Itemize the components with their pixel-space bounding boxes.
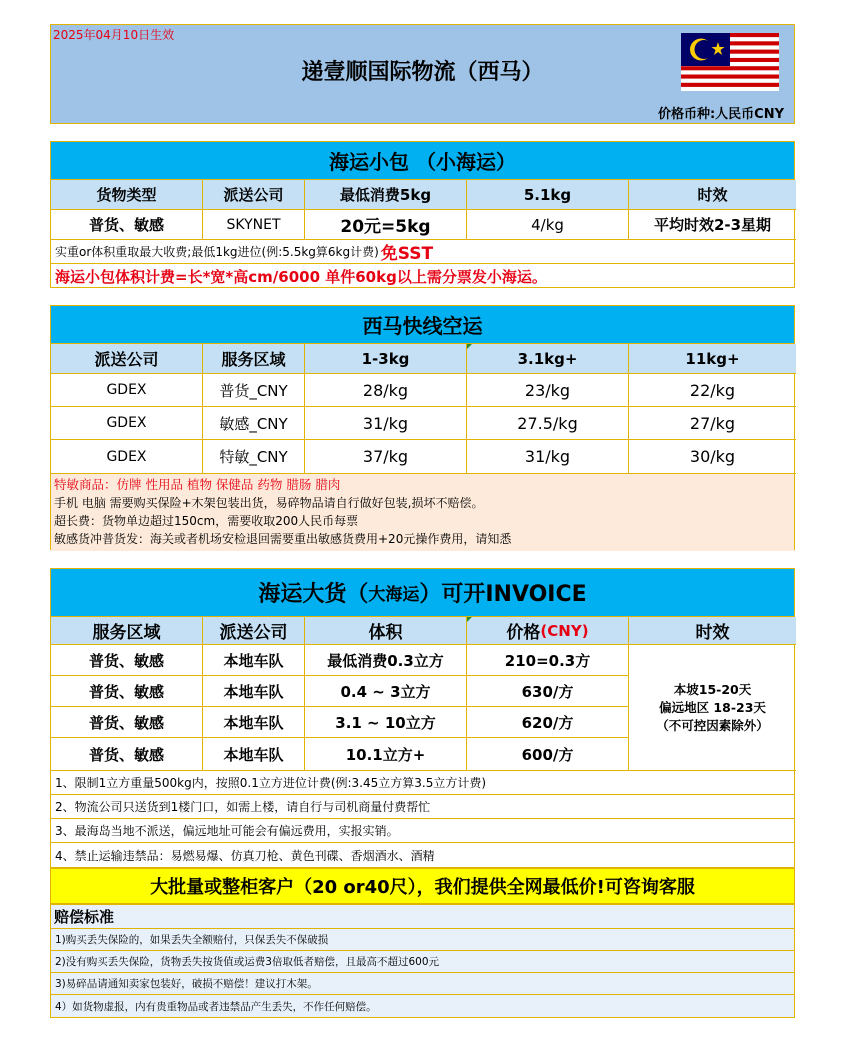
carrier-cell: GDEX <box>51 374 203 407</box>
bulk-customer-banner: 大批量或整柜客户（20 or40尺），我们提供全网最低价!可咨询客服 <box>50 868 795 904</box>
price-11kg-cell: 30/kg <box>629 440 796 474</box>
compensation-section <box>50 904 795 1018</box>
carrier-cell: GDEX <box>51 440 203 474</box>
col-price: 价格 (CNY) <box>467 617 629 645</box>
volume-cell: 0.4 ~ 3立方 <box>305 676 467 707</box>
sea-big-note-3: 3、最海岛当地不派送，偏远地址可能会有偏远费用，实报实销。 <box>51 819 794 843</box>
cell-marker <box>467 344 472 349</box>
col-1-3kg: 1-3kg <box>305 344 467 374</box>
price-1-3kg-cell: 37/kg <box>305 440 467 474</box>
malaysia-flag-icon <box>681 33 779 91</box>
air-section <box>50 305 795 550</box>
col-11kg: 11kg+ <box>629 344 796 374</box>
service-area-cell: 普货、敏感 <box>51 707 203 738</box>
compensation-item-2: 2)没有购买丢失保险，货物丢失按货值或运费3倍取低者赔偿，且最高不超过600元 <box>51 951 794 973</box>
carrier-cell: 本地车队 <box>203 738 305 771</box>
volume-cell: 3.1 ~ 10立方 <box>305 707 467 738</box>
effective-date: 2025年04月10日生效 <box>53 28 175 42</box>
carrier-cell: 本地车队 <box>203 645 305 676</box>
col-carrier: 派送公司 <box>203 180 305 210</box>
price-3-1kg-cell: 27.5/kg <box>467 407 629 440</box>
compensation-title: 赔偿标准 <box>51 905 794 929</box>
price-3-1kg-cell: 23/kg <box>467 374 629 407</box>
col-timing: 时效 <box>629 617 796 645</box>
carrier-cell: SKYNET <box>203 210 305 240</box>
col-service-area: 服务区域 <box>51 617 203 645</box>
header-panel <box>50 24 795 124</box>
air-title: 西马快线空运 <box>51 306 794 344</box>
air-note-return: 敏感货冲普货发：海关或者机场安检退回需要重出敏感货费用+20元操作费用，请知悉 <box>54 532 512 546</box>
service-area-cell: 普货_CNY <box>203 374 305 407</box>
col-service-area: 服务区域 <box>203 344 305 374</box>
sea-big-note-4: 4、禁止运输违禁品：易燃易爆、仿真刀枪、黄色刊碟、香烟酒水、酒精 <box>55 849 435 863</box>
col-min-charge: 最低消费5kg <box>305 180 467 210</box>
cargo-type-cell: 普货、敏感 <box>51 210 203 240</box>
sea-big-note-2: 2、物流公司只送货到1楼门口，如需上楼，请自行与司机商量付费帮忙 <box>51 795 794 819</box>
timing-disclaimer: （不可控因素除外） <box>656 717 769 733</box>
sea-big-title: 海运大货 （ 大海运 ） 可开INVOICE <box>51 569 794 617</box>
col-carrier: 派送公司 <box>51 344 203 374</box>
page-title: 递壹顺国际物流（西马） <box>301 60 544 85</box>
price-1-3kg-cell: 31/kg <box>305 407 467 440</box>
service-area-cell: 普货、敏感 <box>51 676 203 707</box>
cell-marker <box>467 617 472 622</box>
price-cell: 620/方 <box>467 707 629 738</box>
sst-free-badge: 免SST <box>380 244 434 264</box>
air-notes <box>51 474 794 551</box>
col-carrier: 派送公司 <box>203 617 305 645</box>
col-5-1kg: 5.1kg <box>467 180 629 210</box>
service-area-cell: 普货、敏感 <box>51 645 203 676</box>
price-cell: 600/方 <box>467 738 629 771</box>
col-timing: 时效 <box>629 180 796 210</box>
service-area-cell: 特敏_CNY <box>203 440 305 474</box>
sea-big-section <box>50 568 795 868</box>
price-11kg-cell: 27/kg <box>629 407 796 440</box>
currency-label: 价格币种:人民币CNY <box>657 107 784 122</box>
compensation-item-4: 4）如货物虚报，内有贵重物品或者违禁品产生丢失，不作任何赔偿。 <box>55 1001 377 1013</box>
air-note-sensitive: 特敏商品：仿牌 性用品 植物 保健品 药物 腊肠 腊肉 <box>54 477 341 492</box>
price-cell: 210=0.3方 <box>467 645 629 676</box>
service-area-cell: 普货、敏感 <box>51 738 203 771</box>
price-currency: (CNY) <box>540 621 589 640</box>
carrier-cell: GDEX <box>51 407 203 440</box>
timing-cell: 平均时效2-3星期 <box>629 210 796 240</box>
min-charge-cell: 20元=5kg <box>305 210 467 240</box>
volume-cell: 10.1立方+ <box>305 738 467 771</box>
timing-mainland: 本坡15-20天 <box>673 681 752 697</box>
sea-small-section <box>50 141 795 288</box>
sea-small-note-2: 海运小包体积计费=长*宽*高cm/6000 单件60kg以上需分票发小海运。 <box>55 267 547 286</box>
air-note-oversize: 超长费：货物单边超过150cm，需要收取200人民币每票 <box>54 514 359 528</box>
col-3-1kg: 3.1kg+ <box>467 344 629 374</box>
sea-big-timing <box>629 645 796 771</box>
volume-cell: 最低消费0.3立方 <box>305 645 467 676</box>
price-1-3kg-cell: 28/kg <box>305 374 467 407</box>
air-note-electronics: 手机 电脑 需要购买保险+木架包装出货，易碎物品请自行做好包装,损坏不赔偿。 <box>54 496 484 510</box>
timing-remote: 偏远地区 18-23天 <box>659 699 766 715</box>
compensation-item-3: 3)易碎品请通知卖家包装好，破损不赔偿！建议打木架。 <box>51 973 794 995</box>
sea-big-note-1: 1、限制1立方重量500kg内，按照0.1立方进位计费(例:3.45立方算3.5立方计费) <box>51 771 794 795</box>
rate-cell: 4/kg <box>467 210 629 240</box>
sea-small-title: 海运小包 （小海运） <box>51 142 794 180</box>
price-11kg-cell: 22/kg <box>629 374 796 407</box>
compensation-item-1: 1)购买丢失保险的，如果丢失全额赔付，只保丢失不保破损 <box>51 929 794 951</box>
sea-small-note-1: 实重or体积重取最大收费;最低1kg进位(例:5.5kg算6kg计费) 免SST <box>51 240 794 264</box>
col-volume: 体积 <box>305 617 467 645</box>
carrier-cell: 本地车队 <box>203 707 305 738</box>
col-cargo-type: 货物类型 <box>51 180 203 210</box>
service-area-cell: 敏感_CNY <box>203 407 305 440</box>
carrier-cell: 本地车队 <box>203 676 305 707</box>
price-3-1kg-cell: 31/kg <box>467 440 629 474</box>
price-cell: 630/方 <box>467 676 629 707</box>
